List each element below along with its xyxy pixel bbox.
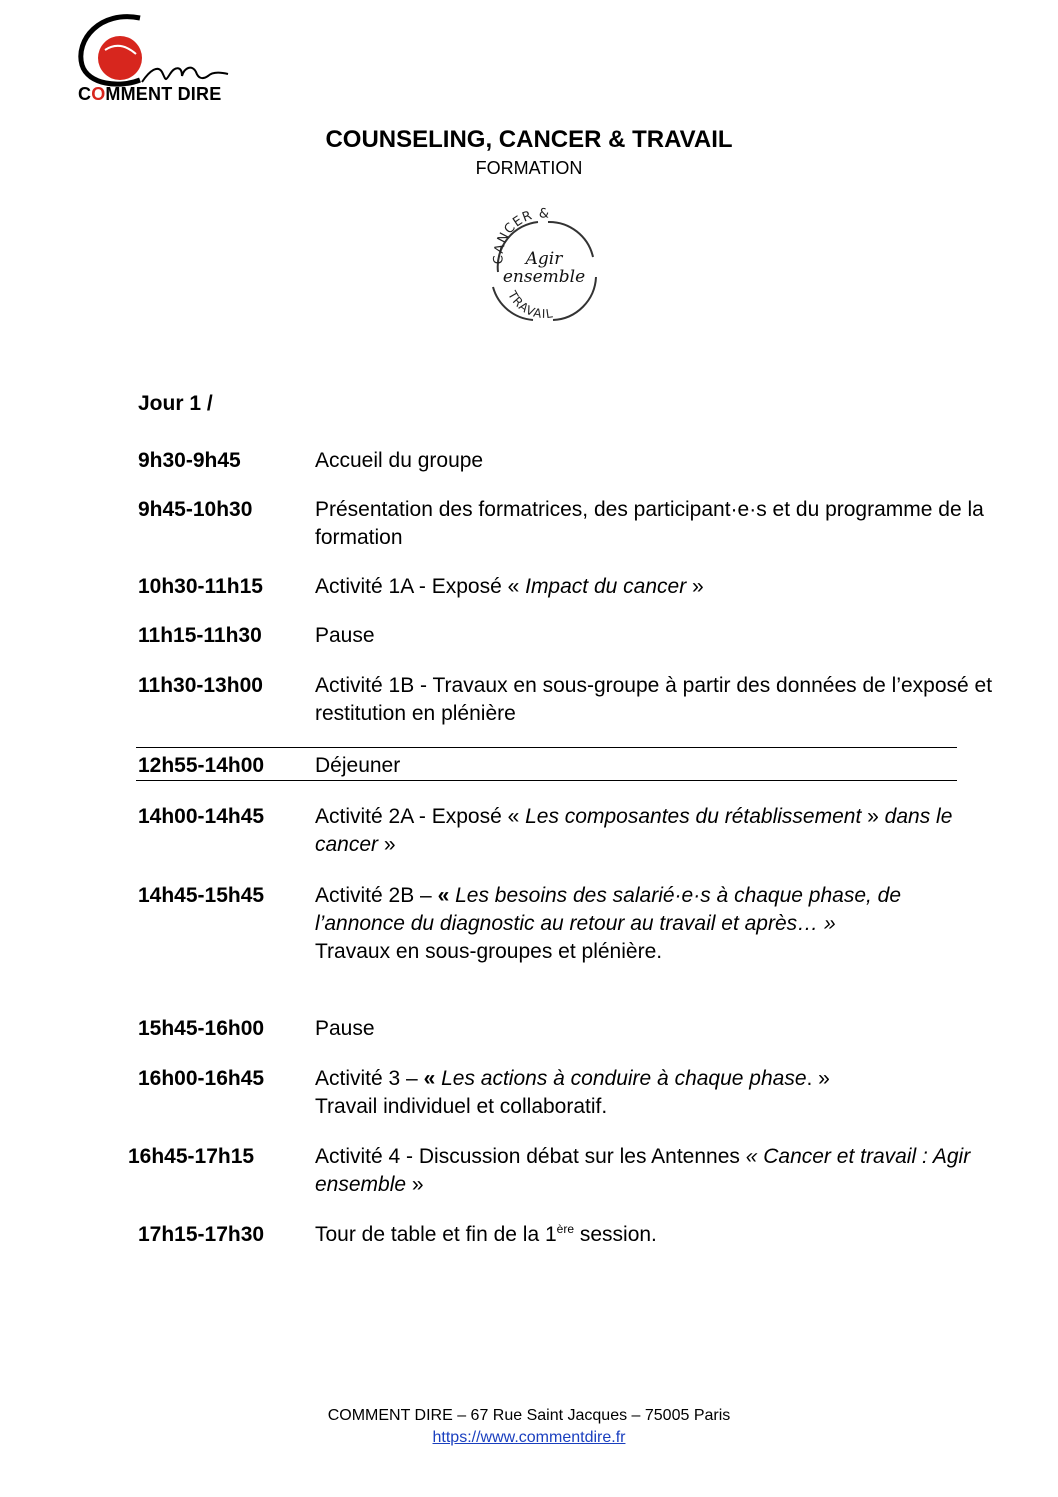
stamp-bottom-text: TRAVAIL — [505, 288, 555, 322]
footer-link[interactable]: https://www.commentdire.fr — [432, 1429, 626, 1446]
divider-line — [136, 780, 957, 781]
session-description: Activité 3 – « Les actions à conduire à chaque phase. » Travail individuel et collaboratif. — [315, 1067, 830, 1118]
session-description: Activité 1B - Travaux en sous-groupe à partir des données de l’exposé et restitution en plénière — [315, 674, 993, 725]
session-time: 16h00-16h45 — [138, 1067, 265, 1090]
page-title: COUNSELING, CANCER & TRAVAIL — [325, 126, 733, 153]
session-description: Pause — [315, 1017, 375, 1040]
page-subtitle: FORMATION — [475, 158, 583, 178]
session-description: Tour de table et fin de la 1ère session. — [315, 1222, 657, 1246]
svg-text:TRAVAIL — [505, 288, 555, 321]
session-time: 11h15-11h30 — [138, 624, 262, 647]
cancer-agir-ensemble-stamp — [478, 202, 608, 332]
stamp-middle-2: ensemble — [502, 267, 586, 287]
session-description: Activité 2A - Exposé « Les composantes du rétablissement » dans le cancer » — [315, 805, 953, 856]
footer — [0, 1405, 1058, 1449]
session-description: Déjeuner — [315, 754, 401, 777]
session-time: 9h45-10h30 — [138, 498, 253, 521]
stamp-middle-1: Agir — [525, 249, 563, 269]
session-description: Activité 4 - Discussion débat sur les Antennes « Cancer et travail : Agir ensemble » — [315, 1145, 971, 1196]
session-time: 12h55-14h00 — [138, 754, 265, 777]
day-heading: Jour 1 / — [138, 392, 213, 415]
session-description: Accueil du groupe — [315, 449, 484, 472]
session-time: 14h00-14h45 — [138, 805, 265, 828]
logo-wordmark: COMMENT DIRE — [78, 84, 222, 104]
session-description: Présentation des formatrices, des participant·e·s et du programme de la formation — [315, 498, 984, 549]
divider-line — [136, 747, 957, 748]
session-time: 9h30-9h45 — [138, 449, 241, 472]
session-time: 14h45-15h45 — [138, 884, 265, 907]
session-time: 17h15-17h30 — [138, 1223, 265, 1246]
session-description: Activité 1A - Exposé « Impact du cancer » — [315, 575, 704, 598]
session-time: 10h30-11h15 — [138, 575, 263, 598]
session-time: 11h30-13h00 — [138, 674, 263, 697]
footer-address: COMMENT DIRE – 67 Rue Saint Jacques – 75005 Paris — [327, 1407, 731, 1424]
session-description: Pause — [315, 624, 375, 647]
session-time: 15h45-16h00 — [138, 1017, 265, 1040]
stamp-top-text: CANCER & — [491, 206, 551, 265]
session-time: 16h45-17h15 — [128, 1145, 255, 1168]
session-description: Activité 2B – « Les besoins des salarié·e·s à chaque phase, de l’annonce du diagnostic au retour au travail et après… » Travaux en sous-groupes et plénière. — [315, 884, 902, 963]
